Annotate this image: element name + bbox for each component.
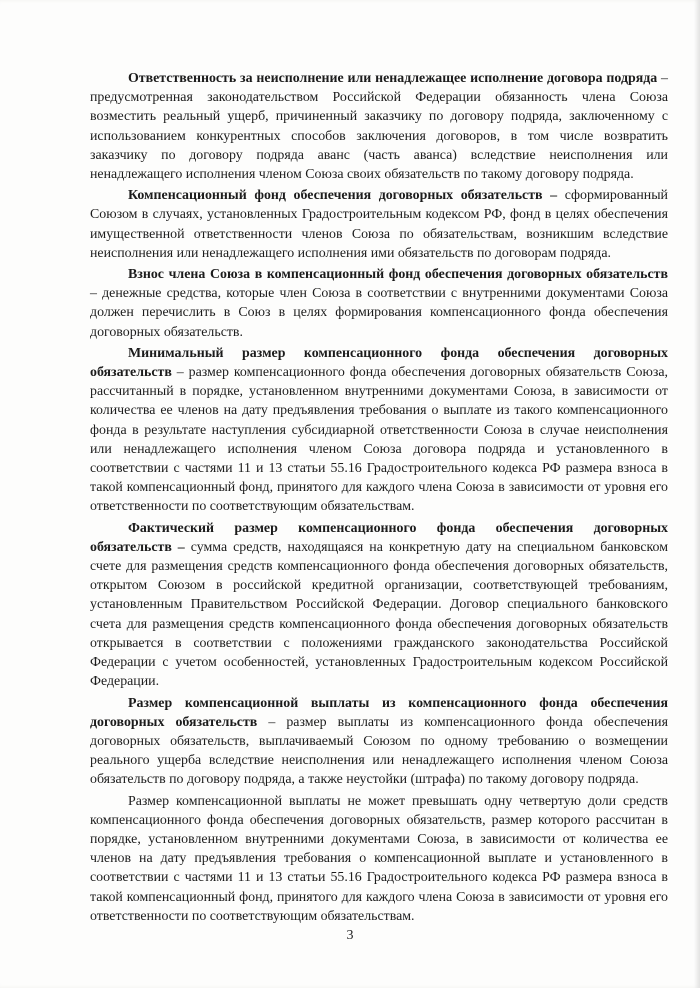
paragraph-payment-limit — [90, 792, 668, 926]
document-body — [90, 69, 668, 926]
term-member-contribution: Взнос члена Союза в компенсационный фонд обеспечения договорных обязательств — [128, 267, 668, 283]
definition-paragraph-compensation-fund — [90, 186, 668, 263]
scan-edge-shadow — [694, 0, 700, 988]
definition-paragraph-liability — [90, 69, 668, 184]
term-payment-size: Размер компенсационной выплаты из компенсационного фонда обеспечения договорных обязательств — [90, 695, 668, 730]
page-number: 3 — [346, 928, 354, 943]
definition-text-minimum-fund-size: – размер компенсационного фонда обеспечения договорных обязательств Союза, рассчитанный в порядке, установленном внутренними документами Союза, в зависимости от количества ее членов на дату предъявления требования о выплате из такого компенсационного фонда в результате наступления субсидиарной ответственности Союза в случае неисполнения или ненадлежащего исполнения членом Союза договора подряда и установленного в соответствии с частями 11 и 13 статьи 55.16 Градостроительного кодекса РФ размера взноса в такой компенсационный фонд, принятого для каждого члена Союза в зависимости от уровня его ответственности по соответствующим обязательствам. — [90, 365, 668, 515]
definition-text-compensation-fund: сформированный Союзом в случаях, установленных Градостроительным кодексом РФ, фонд в целях обеспечения имущественной ответственности членов Союза по обязательствам, возникшим вследствие неисполнения или ненадлежащего исполнения ими обязательств по договорам подряда. — [90, 188, 668, 261]
definition-text-payment-size: – размер выплаты из компенсационного фонда обеспечения договорных обязательств, выплачиваемый Союзом по одному требованию о возмещении реального ущерба вследствие неисполнения или ненадлежащего исполнения членом Союза обязательств по договору подряда, а также неустойки (штрафа) по такому договору подряда. — [90, 714, 668, 788]
definition-paragraph-member-contribution — [90, 265, 668, 342]
term-compensation-fund: Компенсационный фонд обеспечения договорных обязательств – — [128, 188, 558, 204]
term-actual-fund-size: Фактический размер компенсационного фонда обеспечения договорных обязательств – — [90, 520, 668, 555]
definition-paragraph-payment-size — [90, 694, 668, 790]
text-payment-limit: Размер компенсационной выплаты не может превышать одну четвертую доли средств компенсационного фонда обеспечения договорных обязательств, размер которого рассчитан в порядке, установленном внутренними документами Союза, в зависимости от количества ее членов на дату предъявления требования о компенсационной выплате и установленного в соответствии с частями 11 и 13 статьи 55.16 Градостроительного кодекса РФ размера взноса в такой компенсационный фонд, принятого для каждого члена Союза в зависимости от уровня его ответственности по соответствующим обязательствам. — [90, 793, 668, 924]
definition-text-member-contribution: – денежные средства, которые член Союза в соответствии с внутренними документами Союза должен перечислить в Союз в целях формирования компенсационного фонда обеспечения договорных обязательств. — [90, 286, 668, 340]
definition-paragraph-minimum-fund-size — [90, 344, 668, 517]
definition-text-actual-fund-size: сумма средств, находящаяся на конкретную дату на специальном банковском счете для размещения средств компенсационного фонда обеспечения договорных обязательств, открытом Союзом в российской кредитной организации, соответствующей требованиям, установленным Правительством Российской Федерации. Договор специального банковского счета для размещения средств компенсационного фонда обеспечения договорных обязательств открывается в соответствии с положениями гражданского законодательства Российской Федерации с учетом особенностей, установленных Градостроительным кодексом Российской Федерации. — [90, 539, 669, 690]
term-minimum-fund-size: Минимальный размер компенсационного фонда обеспечения договорных обязательств — [90, 345, 668, 381]
term-liability: Ответственность за неисполнение или ненадлежащее исполнение договора подряда — [128, 71, 658, 86]
definition-paragraph-actual-fund-size — [90, 519, 668, 692]
definition-text-liability: – предусмотренная законодательством Российской Федерации обязанность члена Союза возместить реальный ущерб, причиненный заказчику по договору подряда, заключенному с использованием конкурентных способов заключения договоров, в том числе возвратить заказчику по договору подряда аванс (часть аванса) вследствие неисполнения или ненадлежащего исполнения членом Союза своих обязательств по такому договору подряда. — [90, 71, 668, 183]
